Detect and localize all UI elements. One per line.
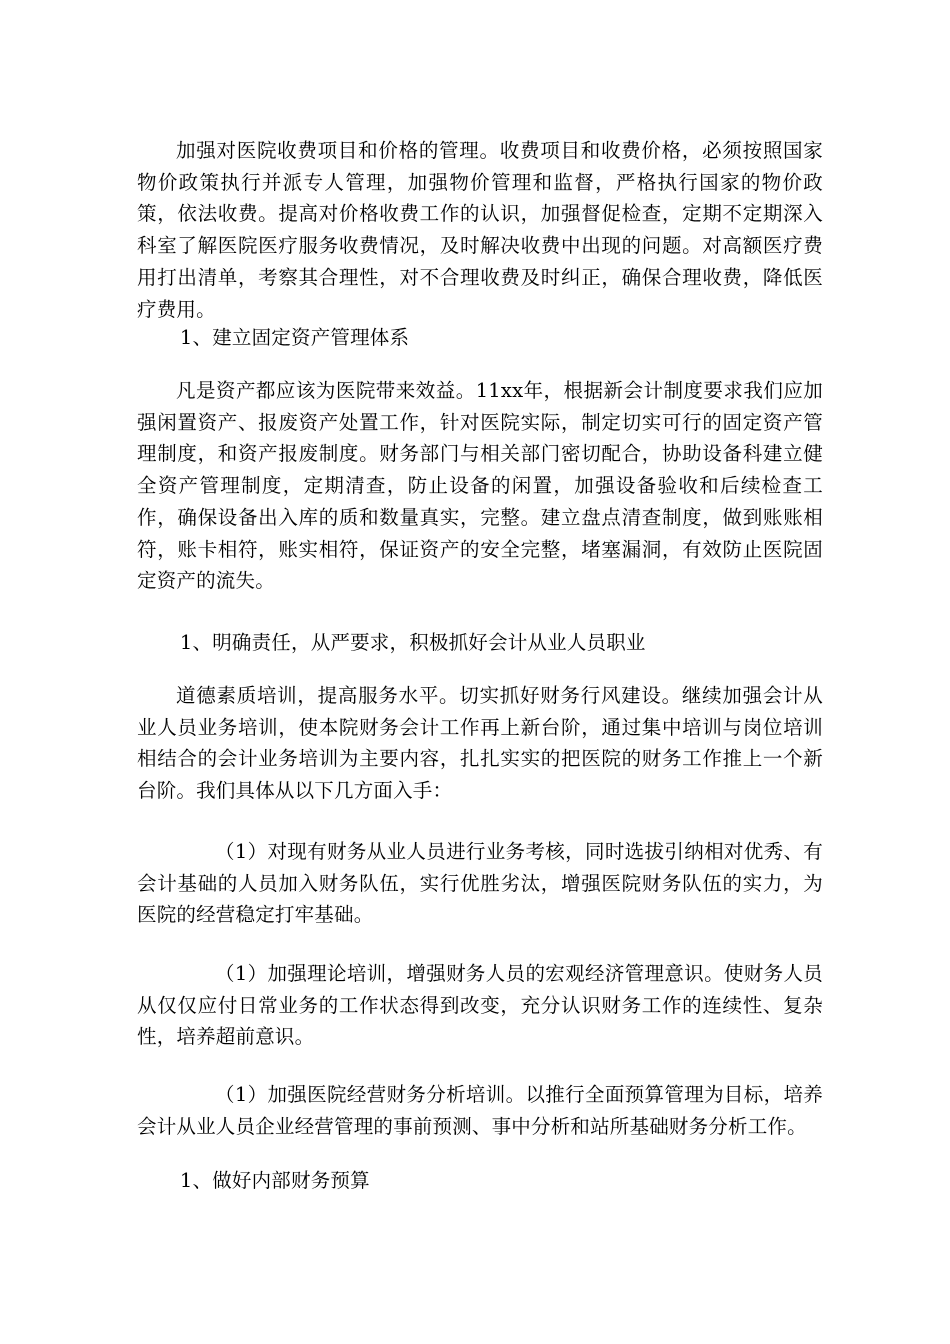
heading-fixed-asset-system: 1、建立固定资产管理体系 xyxy=(179,326,410,349)
paragraph-fixed-assets: 凡是资产都应该为医院带来效益。11xx年，根据新会计制度要求我们应加强闲置资产、报废资产处置工作，针对医院实际，制定切实可行的固定资产管理制度，和资产报废制度。财务部门与相关部门密切配合，协助设备科建立健全资产管理制度，定期清查，防止设备的闲置，加强设备验收和后续检查工作，确保设备出入库的质和数量真实，完整。建立盘点清查制度，做到账账相符，账卡相符，账实相符，保证资产的安全完整，堵塞漏洞，有效防止医院固定资产的流失。 xyxy=(137,379,823,593)
paragraph-ethics-training: 道德素质培训，提高服务水平。切实抓好财务行风建设。继续加强会计从业人员业务培训，使本院财务会计工作再上新台阶，通过集中培训与岗位培训相结合的会计业务培训为主要内容，扎扎实实的把医院的财务工作推上一个新台阶。我们具体从以下几方面入手： xyxy=(137,684,823,803)
paragraph-item-theory: （1）加强理论培训，增强财务人员的宏观经济管理意识。使财务人员从仅仅应付日常业务的工作状态得到改变，充分认识财务工作的连续性、复杂性，培养超前意识。 xyxy=(137,962,823,1049)
heading-internal-budget: 1、做好内部财务预算 xyxy=(179,1169,370,1192)
heading-responsibility: 1、明确责任，从严要求，积极抓好会计从业人员职业 xyxy=(179,631,646,654)
paragraph-item-analysis: （1）加强医院经营财务分析培训。以推行全面预算管理为目标，培养会计从业人员企业经营管理的事前预测、事中分析和站所基础财务分析工作。 xyxy=(137,1083,823,1138)
paragraph-fee-management: 加强对医院收费项目和价格的管理。收费项目和收费价格，必须按照国家物价政策执行并派专人管理，加强物价管理和监督，严格执行国家的物价政策，依法收费。提高对价格收费工作的认识，加强督促检查，定期不定期深入科室了解医院医疗服务收费情况，及时解决收费中出现的问题。对高额医疗费用打出清单，考察其合理性，对不合理收费及时纠正，确保合理收费，降低医疗费用。 xyxy=(137,139,823,321)
paragraph-item-assessment: （1）对现有财务从业人员进行业务考核，同时选拔引纳相对优秀、有会计基础的人员加入财务队伍，实行优胜劣汰，增强医院财务队伍的实力，为医院的经营稳定打牢基础。 xyxy=(137,840,823,927)
